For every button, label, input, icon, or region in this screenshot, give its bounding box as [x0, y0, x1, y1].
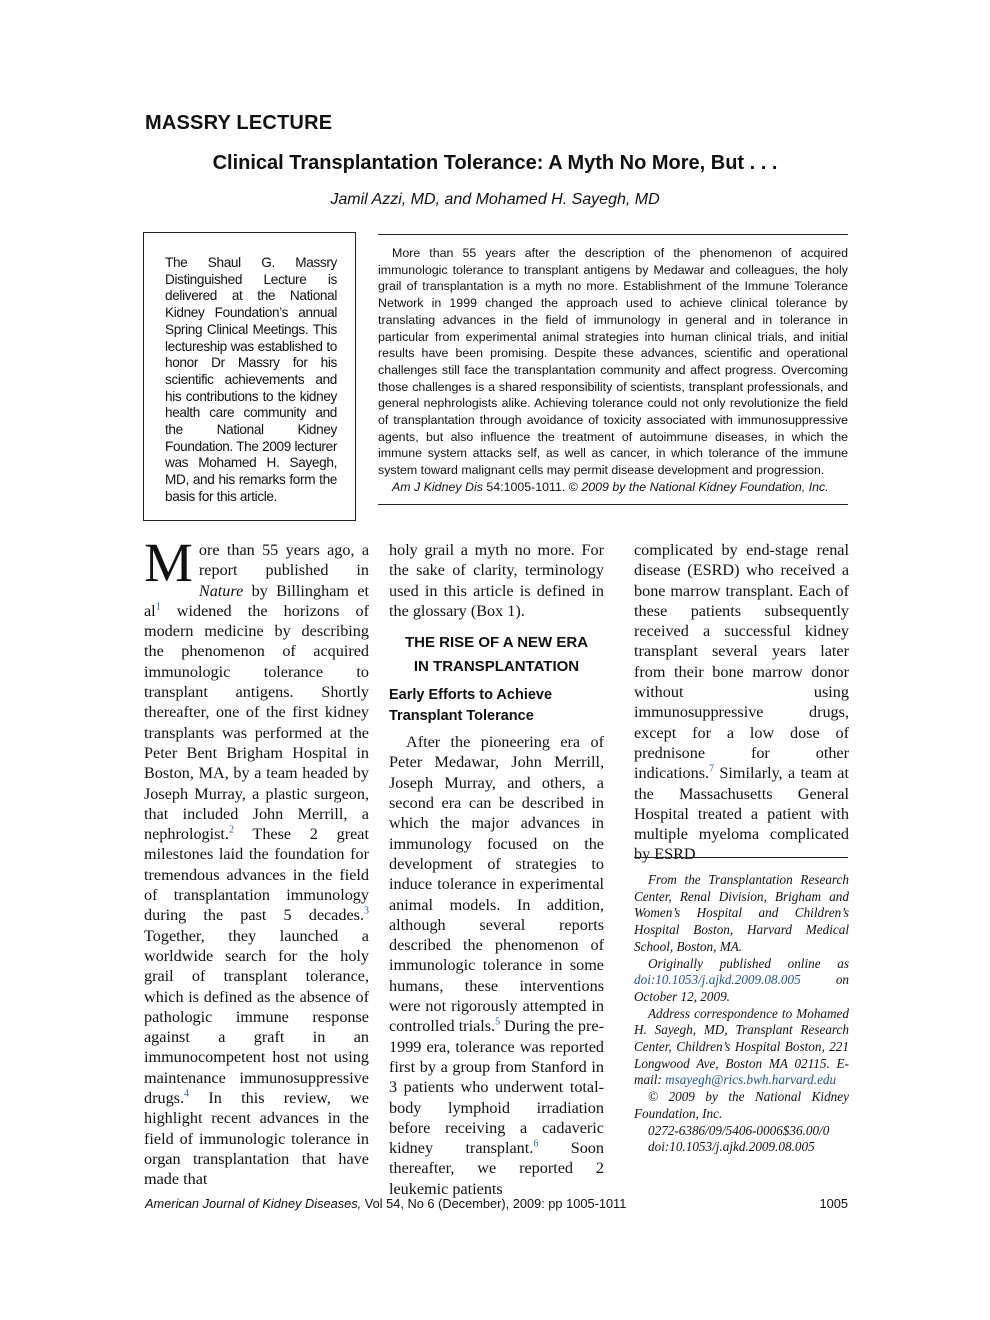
affiliation-note: From the Transplantation Research Center, Renal Division, Brigham and Women’s Hospital and Children’s Hospital Boston, Harvard Medical School, Boston, MA.: [634, 872, 849, 954]
paragraph: [634, 540, 849, 865]
section-label: MASSRY LECTURE: [145, 112, 333, 134]
abstract-text: More than 55 years after the description of the phenomenon of acquired immunologic tolerance to transplant antigens by Medawar and colleagues, the holy grail of transplantation is a myth no more. Establishment of the Immune Tolerance Network in 1999 changed the approach used to achieve clinical tolerance by translating advances in the field of immunology in general and in tolerance in particular from experimental animal strategies into human clinical trials, and initial results have been promising. Despite these advances, scientific and operational challenges still face the transplantation community and affect progress. Overcoming those challenges is a shared responsibility of scientists, transplant professionals, and general nephrologists alike. Achieving tolerance could not only revolutionize the field of transplantation through avoidance of toxicity associated with immunosuppressive agents, but also influence the treatment of autoimmune diseases, in which the immune system attacks self, as well as cancer, in which tolerance of the immune system toward malignant cells may permit disease development and progression.: [378, 246, 848, 478]
reference-link-1[interactable]: 1: [155, 601, 161, 613]
abstract: [378, 234, 848, 505]
heading-line: THE RISE OF A NEW ERA: [404, 634, 589, 652]
citation-copyright: 2009 by the National Kidney Foundation, Inc.: [581, 479, 829, 494]
footer-journal-name: American Journal of Kidney Diseases,: [145, 1196, 362, 1211]
body-column-3: [634, 540, 849, 865]
text-run: Together, they launched a worldwide search for the holy grail of transplant tolerance, which is defined as the absence of pathologic immune response against a graft in an immunocompetent host not using maintenance immunosuppressive drugs.: [144, 926, 369, 1108]
abstract-citation: [378, 479, 848, 496]
heading-line: IN TRANSPLANTATION: [413, 658, 580, 676]
lecture-info-box: [143, 232, 356, 521]
doi-note: doi:10.1053/j.ajkd.2009.08.005: [648, 1139, 815, 1155]
reference-link-2[interactable]: 2: [228, 824, 234, 836]
online-publication-note: [634, 956, 849, 1006]
footnote-divider: [634, 857, 848, 858]
reference-link-7[interactable]: 7: [709, 763, 715, 775]
body-column-2: [389, 540, 604, 1199]
journal-name-nature: Nature: [198, 581, 244, 600]
text-run: In this review, we highlight recent advances in the field of immunologic tolerance in organ transplantation that have made that: [144, 1089, 369, 1189]
copyright-note: © 2009 by the National Kidney Foundation, Inc.: [634, 1089, 849, 1121]
reference-link-5[interactable]: 5: [495, 1016, 501, 1028]
heading-line: Transplant Tolerance: [389, 707, 534, 724]
reference-link-4[interactable]: 4: [184, 1088, 190, 1100]
text-run: Similarly, a team at the Massachusetts General Hospital treated a patient with multiple myeloma complicated by ESRD: [634, 764, 849, 864]
lecture-info-text: The Shaul G. Massry Distinguished Lecture is delivered at the National Kidney Foundation’s annual Spring Clinical Meetings. This lectureship was established to honor Dr Massry for his scientific achievements and his contributions to the kidney health care community and the National Kidney Foundation. The 2009 lecturer was Mohamed H. Sayegh, MD, and his remarks form the basis for this article.: [165, 255, 337, 504]
text-run: Originally published online as: [648, 955, 849, 971]
reference-link-3[interactable]: 3: [364, 905, 369, 917]
text-run: After the pioneering era of Peter Medawar, John Merrill, Joseph Murray, and others, a second era can be described in which the major advances in immunology focused on the development of strategies to induce tolerance in experimental animal models. In addition, although several reports described the phenomenon of immunologic tolerance in some humans, these interventions were not rigorously attempted in controlled trials.: [389, 733, 604, 1036]
text-run: on October 12, 2009.: [634, 972, 849, 1004]
citation-ref: 54:1005-1011. ©: [482, 479, 582, 494]
paragraph: holy grail a myth no more. For the sake of clarity, terminology used in this article is defined in the glossary (Box 1).: [389, 541, 604, 620]
text-run: Soon thereafter, we reported 2 leukemic patients: [389, 1139, 604, 1198]
text-run: These 2 great milestones laid the foundation for tremendous advances in the field of transplantation immunology during the past 5 decades.: [144, 825, 369, 925]
correspondence-note: [634, 1006, 849, 1090]
text-run: Address correspondence to Mohamed H. Sayegh, MD, Transplant Research Center, Children’s Hospital Boston, 221 Longwood Ave, Boston MA 02115. E-mail:: [634, 1005, 849, 1088]
reference-link-6[interactable]: 6: [533, 1138, 539, 1150]
text-run: During the pre-1999 era, tolerance was reported first by a group from Stanford in 3 patients who underwent total-body lymphoid irradiation before receiving a cadaveric kidney transplant.: [389, 1017, 604, 1158]
intro-paragraph: [144, 532, 369, 1190]
drop-cap: M: [144, 532, 193, 593]
text-run: widened the horizons of modern medicine by describing the phenomenon of acquired immunologic tolerance to transplant antigens. Shortly thereafter, one of the first kidney transplants was performed at the Peter Bent Brigham Hospital in Boston, MA, by a team headed by Joseph Murray, a plastic surgeon, that included John Merrill, a nephrologist.: [144, 601, 369, 844]
text-run: ore than 55 years ago, a report published in: [198, 541, 369, 580]
text-run: complicated by end-stage renal disease (ESRD) who received a bone marrow transplant. Each of these patients subsequently received a successful kidney transplant several years later from their bone marrow donor without using immunosuppressive drugs, except for a low dose of prednisone for other indications.: [634, 541, 849, 783]
article-authors: Jamil Azzi, MD, and Mohamed H. Sayegh, MD: [330, 191, 660, 208]
doi-link[interactable]: doi:10.1053/j.ajkd.2009.08.005: [634, 972, 801, 988]
page-number: 1005: [819, 1196, 848, 1211]
footer-journal-details: Vol 54, No 6 (December), 2009: pp 1005-1011: [361, 1196, 627, 1211]
footer-journal-info: [145, 1196, 626, 1211]
text-run: by Billingham et al: [144, 581, 369, 620]
paragraph: [389, 732, 604, 1199]
subsection-heading: [389, 685, 604, 726]
body-column-1: [144, 532, 369, 1190]
issn-note: 0272-6386/09/5406-0006$36.00/0: [648, 1122, 830, 1138]
heading-line: Early Efforts to Achieve: [389, 687, 553, 704]
footnotes: [634, 872, 849, 1156]
citation-journal: Am J Kidney Dis: [392, 479, 483, 494]
article-title: Clinical Transplantation Tolerance: A Myth No More, But . . .: [212, 152, 778, 174]
section-heading: [389, 631, 604, 679]
email-link[interactable]: msayegh@rics.bwh.harvard.edu: [665, 1072, 837, 1088]
